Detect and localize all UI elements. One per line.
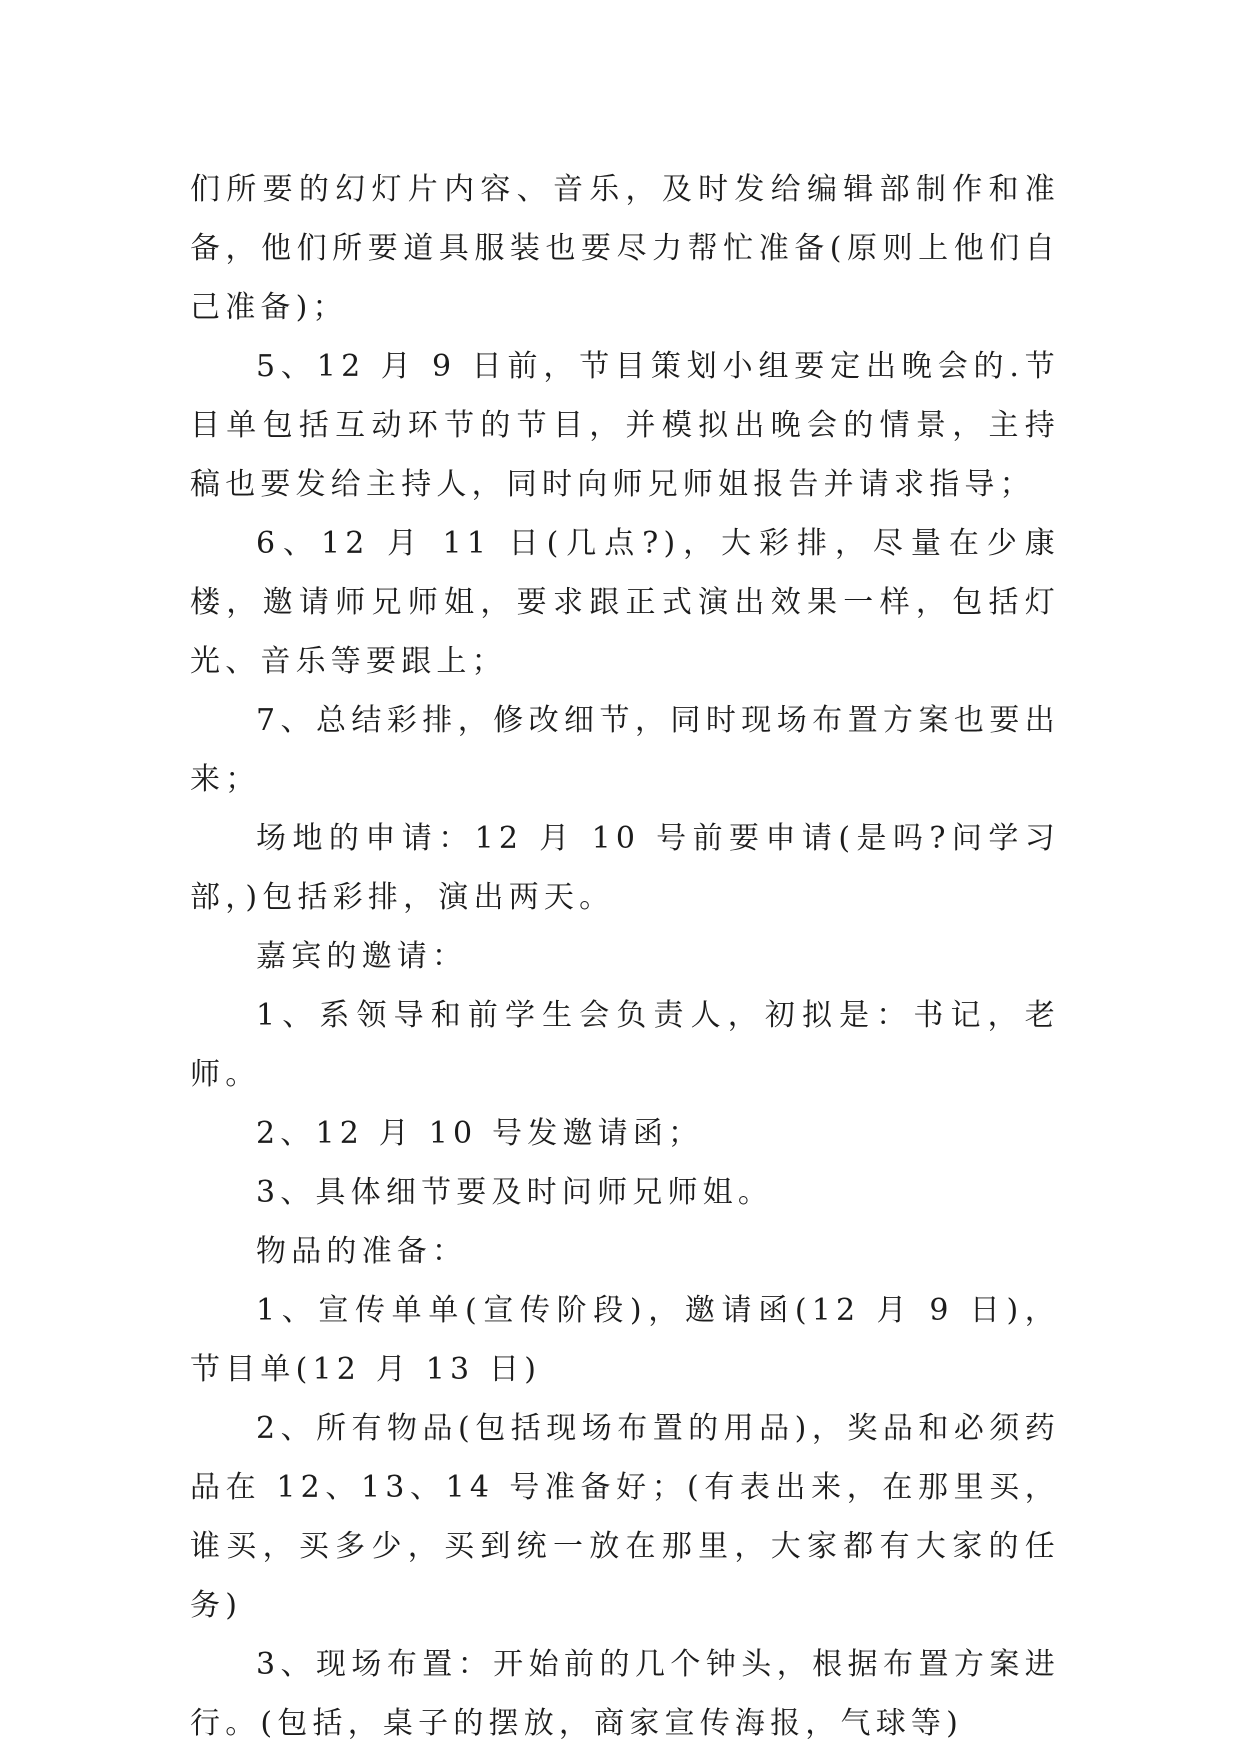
list-item: 2、所有物品(包括现场布置的用品)，奖品和必须药品在 12、13、14 号准备好；(有表出来，在那里买，谁买，买多少，买到统一放在那里，大家都有大家的任务) [190,1411,1060,1623]
list-item: 1、宣传单单(宣传阶段)，邀请函(12 月 9 日)，节目单(12 月 13 日) [190,1293,1060,1387]
list-item: 1、系领导和前学生会负责人，初拟是：书记，老师。 [190,998,1060,1092]
list-item: 3、具体细节要及时问师兄师姐。 [256,1175,774,1210]
paragraph: 们所要的幻灯片内容、音乐，及时发给编辑部制作和准备，他们所要道具服装也要尽力帮忙准备(原则上他们自己准备)； [190,172,1060,325]
list-item: 3、现场布置：开始前的几个钟头，根据布置方案进行。(包括，桌子的摆放，商家宣传海报，气球等) [190,1647,1060,1741]
paragraph: 7、总结彩排，修改细节，同时现场布置方案也要出来； [190,703,1060,797]
section-heading: 物品的准备： [256,1234,468,1269]
paragraph: 6、12 月 11 日(几点?)，大彩排，尽量在少康楼，邀请师兄师姐，要求跟正式演出效果一样，包括灯光、音乐等要跟上； [190,526,1060,679]
paragraph: 5、12 月 9 日前，节目策划小组要定出晚会的.节目单包括互动环节的节目，并模拟出晚会的情景，主持稿也要发给主持人，同时向师兄师姐报告并请求指导； [190,349,1060,502]
section-heading: 嘉宾的邀请： [256,939,468,974]
paragraph: 场地的申请：12 月 10 号前要申请(是吗?问学习部，)包括彩排，演出两天。 [190,821,1060,915]
document-body [190,160,1060,1753]
list-item: 2、12 月 10 号发邀请函； [256,1116,704,1151]
